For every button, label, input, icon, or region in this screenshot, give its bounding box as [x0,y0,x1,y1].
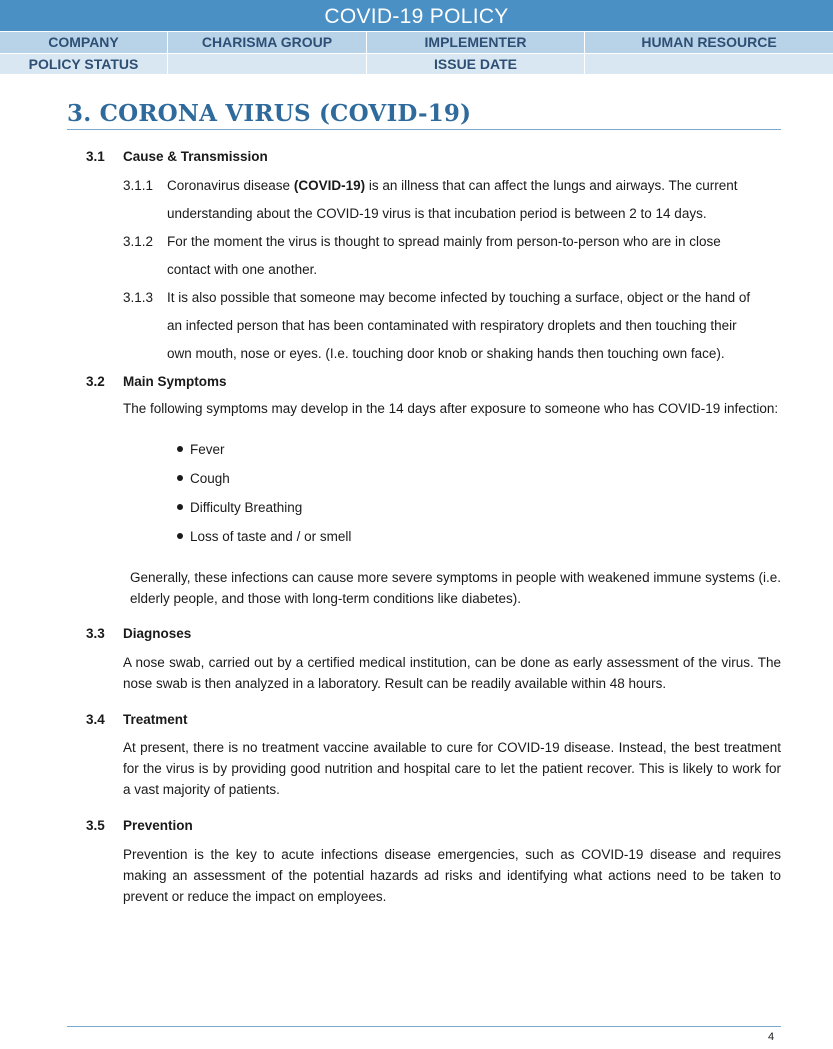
implementer-label: IMPLEMENTER [367,32,585,53]
section-number-3-4: 3.4 [86,712,105,727]
section-number-3-5: 3.5 [86,818,105,833]
symptoms-intro: The following symptoms may develop in the 14 days after exposure to someone who has COVID-19 infection: [123,401,779,416]
prevention-text: Prevention is the key to acute infections disease emergencies, such as COVID-19 disease and requires making an assessment of the potential hazards ad risks and identifying what actions need to be taken to prevent or reduce the impact on employees. [123,847,781,904]
item-number-3-1-2: 3.1.2 [123,234,154,249]
section-number-3-1: 3.1 [86,149,105,164]
section-number-3-3: 3.3 [86,626,105,641]
item-3-1-3-line2: an infected person that has been contaminated with respiratory droplets and then touching their [167,318,737,333]
policy-status-value [168,53,367,74]
heading-diagnoses: Diagnoses [123,626,192,641]
implementer-value: HUMAN RESOURCE [585,32,833,53]
bullet-dot-icon [177,446,183,452]
section-number-3-2: 3.2 [86,374,105,389]
symptom-item [177,471,230,486]
item-3-1-1-post: is an illness that can affect the lungs and airways. The current [365,178,738,193]
issue-date-label: ISSUE DATE [367,53,585,74]
company-label: COMPANY [0,32,168,53]
heading-treatment: Treatment [123,712,188,727]
item-3-1-2-line1: For the moment the virus is thought to spread mainly from person-to-person who are in close [167,234,721,249]
symptom-fever: Fever [190,442,225,457]
section-title: 3. CORONA VIRUS (COVID-19) [67,100,472,127]
heading-prevention: Prevention [123,818,193,833]
treatment-text: At present, there is no treatment vaccine available to cure for COVID-19 disease. Instead, the best treatment for the virus is by providing good nutrition and hospital care to let the patient recover. This is likely to work for a vast majority of patients. [123,740,781,797]
symptom-difficulty-breathing: Difficulty Breathing [190,500,303,515]
symptom-item [177,500,302,515]
item-number-3-1-3: 3.1.3 [123,290,154,305]
symptoms-note: Generally, these infections can cause more severe symptoms in people with weakened immune systems (i.e. elderly people, and those with long-term conditions like diabetes). [130,570,781,606]
heading-main-symptoms: Main Symptoms [123,374,227,389]
symptom-cough: Cough [190,471,230,486]
item-3-1-1-pre: Coronavirus disease [167,178,294,193]
heading-cause-transmission: Cause & Transmission [123,149,268,164]
company-value: CHARISMA GROUP [168,32,367,53]
header-row-company [0,32,833,53]
footer-rule [67,1026,781,1027]
policy-title-bar: COVID-19 POLICY [0,0,833,31]
diagnoses-text: A nose swab, carried out by a certified medical institution, can be done as early assessment of the virus. The nose swab is then analyzed in a laboratory. Result can be readily available within 48 hours. [123,655,781,691]
header-row-status [0,53,833,74]
item-3-1-1-line2: understanding about the COVID-19 virus is that incubation period is between 2 to 14 days. [167,206,707,221]
item-3-1-2-line2: contact with one another. [167,262,318,277]
symptom-item [177,442,225,457]
item-number-3-1-1: 3.1.1 [123,178,154,193]
policy-status-label: POLICY STATUS [0,53,168,74]
page-number: 4 [768,1031,775,1043]
item-3-1-3-line1: It is also possible that someone may become infected by touching a surface, object or the hand of [167,290,751,305]
bullet-dot-icon [177,533,183,539]
item-3-1-1-bold: (COVID-19) [293,178,366,193]
item-3-1-3-line3: own mouth, nose or eyes. (I.e. touching door knob or shaking hands then touching own face). [167,346,725,361]
issue-date-value [585,53,833,74]
bullet-dot-icon [177,475,183,481]
symptom-loss-taste-smell: Loss of taste and / or smell [190,529,352,544]
symptom-item [177,529,351,544]
bullet-dot-icon [177,504,183,510]
section-title-rule [67,129,781,130]
item-3-1-1-line1 [167,177,738,194]
